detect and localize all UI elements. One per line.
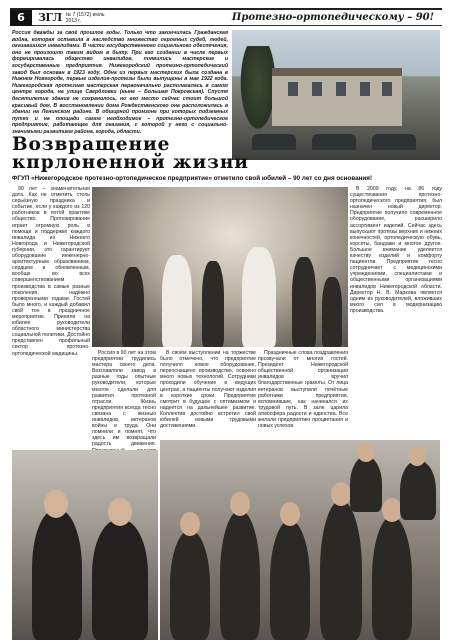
headline <box>12 136 448 172</box>
article-column-4 <box>258 350 348 438</box>
page-header <box>10 8 442 26</box>
newspaper-logo: ЗГЛ <box>38 11 62 24</box>
article-column-3 <box>160 350 256 438</box>
intro-paragraph: Россия дважды за своё прошлое годы. Только что закончилась Гражданская война, которая оставила в наследство множество огромных судеб, людей, оказавшихся инвалидами. В части государственного социального обеспечения, оно не произошло таким видом в быту. При его создании в числе первых формировалась общество инвалидов, появились мастерские и государственные предприятия. Нижегородский протезно-ортопедический завод был основан в 1923 году. Одна из первых мастерских была создана в Нижнем Новгороде, первые изделия-протезы были выпущены в мае 1922 года. Нижегородская протезная мастерская первоначально располагалась в самом центре города, на улице Свердловки (ныне – Большая Покровская). Спустя десятилетие здание не сохранилось, но его место сейчас стоит большой красивый дом. В восстановлении дома Рождественского она расположилась в здании на Ленинском районе. В обширной промзоне при которых подземных путях и на площади самое необходимое – протезно-ортопедическое предприятие, работающее для оказания, с которой у него с социально-значимыми развитием района, города, области. <box>12 30 228 135</box>
column-1-text: 90 лет – знаменательная дата. Как не отметить столь серьёзную праздника и событие, если у каждого из 120 работников в потой практике общество. Протезирование играет огромную роль в помощи и поддержке каждого инвалида из Нижнего Новгорода и Нижегородской губернии, это гарантирует оборудование инженерно-архитектурным образованием, сердцем и обновленным, вообще во всех совершенствованием производства в самые разные поколения, надёжно проверенными годами. Гостей было много, и каждый добавил свой тон в праздничное мероприятие. Приняли на юбилее руководители областного министерства социальной политики. Достойно представлен профильный сектор протезно-ортопедической медицины. <box>12 186 90 357</box>
headline-line-1: Возвращение <box>12 134 171 155</box>
article-column-1 <box>12 186 90 446</box>
page-number: 6 <box>10 10 32 26</box>
column-4-text: Праздничные слова поздравления прозвучали от многих гостей. Президент Нижегородской общественной организации инвалидов вручил благодарственные грамоты. От лица ветеранов выступили почётные работники предприятия, вспомнившие, как начинался их трудовой путь. В зале царила атмосфера радости и единства. Все желали предприятию процветания и новых успехов. <box>258 350 348 430</box>
section-title: Протезно-ортопедическому – 90! <box>231 12 434 23</box>
article-column-2 <box>92 350 156 448</box>
issue-info: № 7 (1572) июль 2013 г. <box>65 11 105 24</box>
column-5-text: В 2009 году, на 86 году существования протезно-ортопедического предприятия, был назначен новый директор. Предприятие получило современное оборудование, расширило ассортимент изделий. Сейчас здесь выпускают протезы верхних и нижних конечностей, ортопедическую обувь, корсеты, бандажи и многое другое. Большое внимание уделяется качеству изделий и комфорту пациентов. Предприятие тесно сотрудничает с медицинскими учреждениями, специалистами и общественными организациями инвалидов Нижегородской области. Директор Н. В. Маркова является одним из руководителей, вложивших много сил в модернизацию производства. <box>350 186 442 314</box>
column-3-text: В своём выступлении на торжестве было отмечено, что предприятие получило новое оборудование, переоснащено производство, освоено много новых технологий. Сотрудники проходили обучение в ведущих центрах, а пациенты получают изделия в короткие сроки. Предприятие смотрит в будущее с оптимизмом и надеется на дальнейшее развитие. Коллектив достойно встретил свой юбилей новыми трудовыми достижениями. <box>160 350 256 430</box>
audience-photo <box>160 440 440 640</box>
speaker-photo <box>12 450 158 640</box>
subheadline: ФГУП «Нижегородское протезно-ортопедическое предприятие» отметило свой юбилей – 90 лет со дня основания! <box>12 175 373 182</box>
headline-line-2: кпрлоненной жизни <box>12 152 249 173</box>
celebration-hall-photo <box>92 187 348 347</box>
column-2-text: Россия в 90 лет на этом предприятии трудились мастера своего дела. Возглавляли завод в разные годы опытные руководители, которые многое сделали для развития протезной отрасли. Жизнь предприятия всегда тесно связана с жизнью инвалидов, ветеранов войны и труда. Они помнили и помнят, что здесь им возвращали радость движения. <box>92 350 156 448</box>
